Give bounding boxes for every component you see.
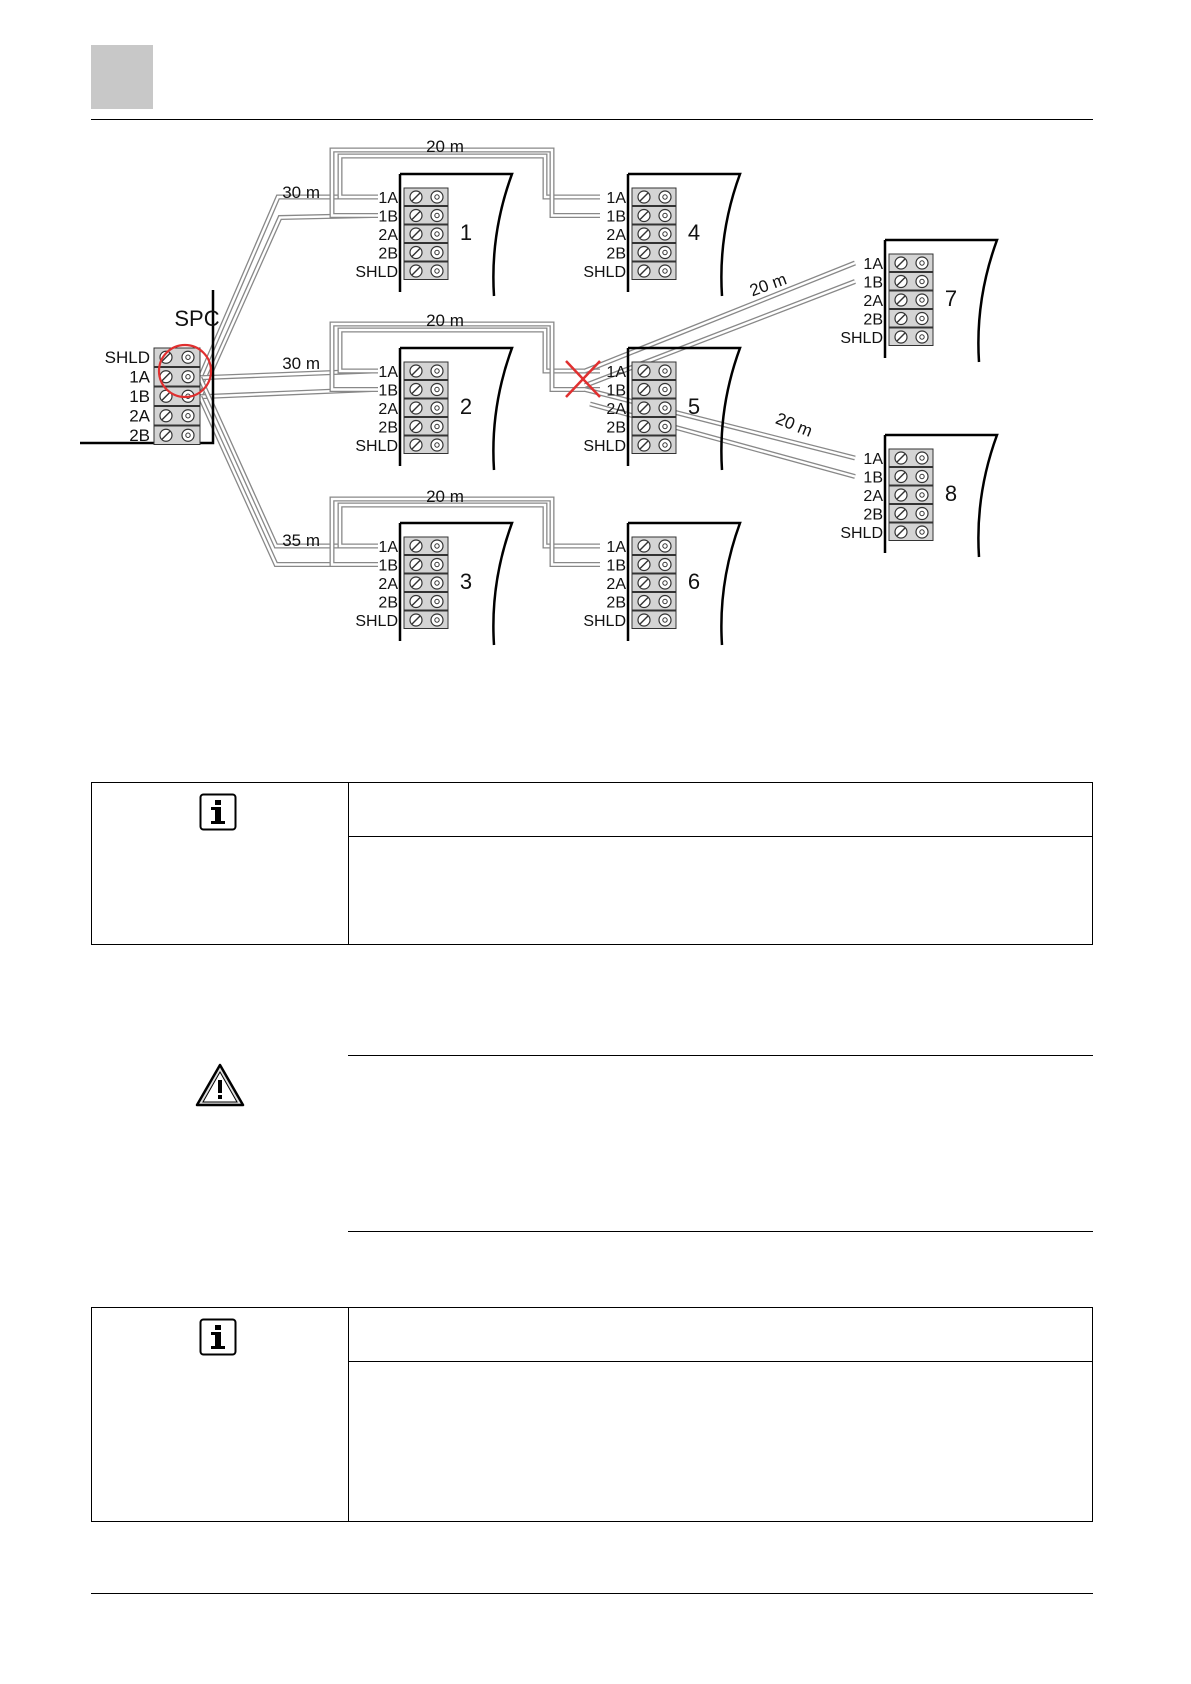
module-terminal-label: 2B [378, 594, 398, 612]
screw-ring-icon [659, 265, 671, 277]
module-terminal-label: SHLD [583, 613, 626, 630]
screw-ring-icon [659, 191, 671, 203]
screw-ring-icon [916, 257, 928, 269]
spc-terminal-label: 2B [129, 426, 150, 445]
cable-3-6-b [332, 499, 600, 565]
cable-spc-1a [200, 197, 372, 378]
module-terminal-label: 2B [863, 311, 883, 329]
screw-ring-icon [659, 421, 671, 433]
info-icon [199, 793, 237, 831]
screw-ring-icon [916, 526, 928, 538]
expander-module-5 [583, 348, 740, 470]
length-label-5-7: 20 m [747, 269, 790, 301]
module-terminal-label: 2A [606, 227, 626, 244]
note-header-divider [348, 1361, 1092, 1362]
screw-ring-icon [431, 210, 443, 222]
length-label-1-4: 20 m [426, 140, 464, 156]
cable-spc-1a-core [200, 197, 372, 378]
module-terminal-label: 2B [606, 245, 626, 263]
module-number: 8 [944, 481, 958, 506]
expander-module-8 [840, 435, 997, 557]
module-terminal-label: 2A [863, 488, 883, 505]
screw-ring-icon [659, 540, 671, 552]
spc-terminal-label: 2A [129, 406, 150, 426]
module-terminal-label: 1A [378, 539, 398, 556]
module-terminal-label: 1B [863, 469, 883, 487]
module-number: 1 [459, 220, 473, 245]
screw-ring-icon [431, 265, 443, 277]
info-icon [199, 1318, 237, 1356]
screw-ring-icon [431, 439, 443, 451]
expander-module-3 [355, 523, 512, 645]
screw-ring-icon [182, 351, 194, 363]
screw-ring-icon [659, 596, 671, 608]
module-terminal-label: 1A [863, 451, 883, 468]
expander-module-1 [355, 174, 512, 296]
screw-ring-icon [431, 228, 443, 240]
module-terminal-label: SHLD [840, 525, 883, 542]
screw-ring-icon [916, 471, 928, 483]
spc-controller [80, 290, 220, 445]
screw-ring-icon [659, 365, 671, 377]
module-terminal-label: 2B [606, 594, 626, 612]
module-number: 5 [687, 394, 701, 419]
length-label-spc-3: 35 m [282, 531, 320, 550]
screw-ring-icon [431, 577, 443, 589]
length-label-5-8: 20 m [772, 409, 816, 441]
cable-2-5-b-core [332, 324, 600, 390]
screw-ring-icon [659, 210, 671, 222]
length-label-3-6: 20 m [426, 487, 464, 506]
module-terminal-label: 2B [378, 419, 398, 437]
screw-ring-icon [431, 402, 443, 414]
header-rule [91, 119, 1093, 120]
note-icon-cell [92, 1308, 349, 1521]
module-terminal-label: 2B [606, 419, 626, 437]
screw-ring-icon [659, 614, 671, 626]
cable-spc-3a [200, 378, 372, 546]
module-terminal-label: SHLD [355, 613, 398, 630]
module-number: 3 [459, 569, 473, 594]
module-terminal-label: 1B [863, 274, 883, 292]
length-label-spc-2: 30 m [282, 354, 320, 373]
screw-ring-icon [916, 489, 928, 501]
screw-ring-icon [431, 247, 443, 259]
cable-2-5-b [332, 324, 600, 390]
module-terminal-label: SHLD [355, 438, 398, 455]
module-terminal-label: 2A [606, 576, 626, 593]
screw-ring-icon [431, 596, 443, 608]
module-terminal-label: SHLD [583, 264, 626, 281]
screw-ring-icon [431, 614, 443, 626]
cable-length-labels [282, 140, 815, 550]
caution-bottom-rule [348, 1231, 1093, 1232]
screw-ring-icon [431, 540, 443, 552]
footer-rule [91, 1593, 1093, 1594]
module-terminal-label: 1B [606, 382, 626, 400]
expander-modules [355, 174, 997, 645]
screw-ring-icon [916, 331, 928, 343]
note-icon-cell [92, 783, 349, 944]
screw-ring-icon [182, 371, 194, 383]
module-terminal-label: 1A [606, 539, 626, 556]
screw-ring-icon [659, 228, 671, 240]
module-number: 2 [459, 394, 473, 419]
module-number: 7 [944, 286, 958, 311]
module-terminal-label: 1B [378, 382, 398, 400]
length-label-2-5: 20 m [426, 311, 464, 330]
module-terminal-label: 2B [863, 506, 883, 524]
note-box-2 [91, 1307, 1093, 1522]
cable-spc-3a-core [200, 378, 372, 546]
cable-1-4-b-core [332, 150, 600, 216]
screw-ring-icon [916, 508, 928, 520]
module-terminal-label: 2A [606, 401, 626, 418]
header-section-marker [91, 45, 153, 109]
screw-ring-icon [431, 384, 443, 396]
module-terminal-label: 2A [378, 227, 398, 244]
cable-3-6-b-core [332, 499, 600, 565]
module-terminal-label: 1A [606, 364, 626, 381]
module-terminal-label: 1A [863, 256, 883, 273]
module-terminal-label: SHLD [355, 264, 398, 281]
note-header-divider [348, 836, 1092, 837]
note-box-1 [91, 782, 1093, 945]
spc-terminal-label: SHLD [104, 348, 150, 367]
module-terminal-label: 2B [378, 245, 398, 263]
spc-label: SPC [174, 306, 220, 331]
screw-ring-icon [431, 559, 443, 571]
wiring-diagram-svg [80, 140, 1110, 700]
screw-ring-icon [182, 410, 194, 422]
screw-ring-icon [431, 191, 443, 203]
spc-terminal-label: 1A [129, 367, 150, 387]
screw-ring-icon [659, 247, 671, 259]
spc-terminal-label: 1B [129, 387, 150, 406]
screw-ring-icon [659, 384, 671, 396]
screw-ring-icon [431, 421, 443, 433]
expander-module-6 [583, 523, 740, 645]
screw-ring-icon [916, 452, 928, 464]
length-label-spc-1: 30 m [282, 183, 320, 202]
module-terminal-label: 2A [378, 401, 398, 418]
screw-ring-icon [659, 439, 671, 451]
screw-ring-icon [659, 402, 671, 414]
expander-module-4 [583, 174, 740, 296]
module-terminal-label: 2A [378, 576, 398, 593]
wiring-topology-diagram [80, 140, 1110, 700]
module-number: 6 [687, 569, 701, 594]
screw-ring-icon [659, 559, 671, 571]
module-terminal-label: SHLD [583, 438, 626, 455]
expander-module-2 [355, 348, 512, 470]
screw-ring-icon [916, 313, 928, 325]
screw-ring-icon [659, 577, 671, 589]
module-terminal-label: 1A [378, 190, 398, 207]
screw-ring-icon [916, 276, 928, 288]
module-terminal-label: 1B [378, 208, 398, 226]
caution-top-rule [348, 1055, 1093, 1056]
module-terminal-label: 1A [606, 190, 626, 207]
module-terminal-label: 1B [606, 208, 626, 226]
screw-ring-icon [431, 365, 443, 377]
module-terminal-label: 2A [863, 293, 883, 310]
screw-ring-icon [182, 429, 194, 441]
module-terminal-label: 1B [606, 557, 626, 575]
module-terminal-label: SHLD [840, 330, 883, 347]
module-terminal-label: 1B [378, 557, 398, 575]
module-terminal-label: 1A [378, 364, 398, 381]
screw-ring-icon [916, 294, 928, 306]
module-number: 4 [687, 220, 701, 245]
warning-triangle-icon [195, 1063, 245, 1107]
cable-1-4-b [332, 150, 600, 216]
expander-module-7 [840, 240, 997, 362]
